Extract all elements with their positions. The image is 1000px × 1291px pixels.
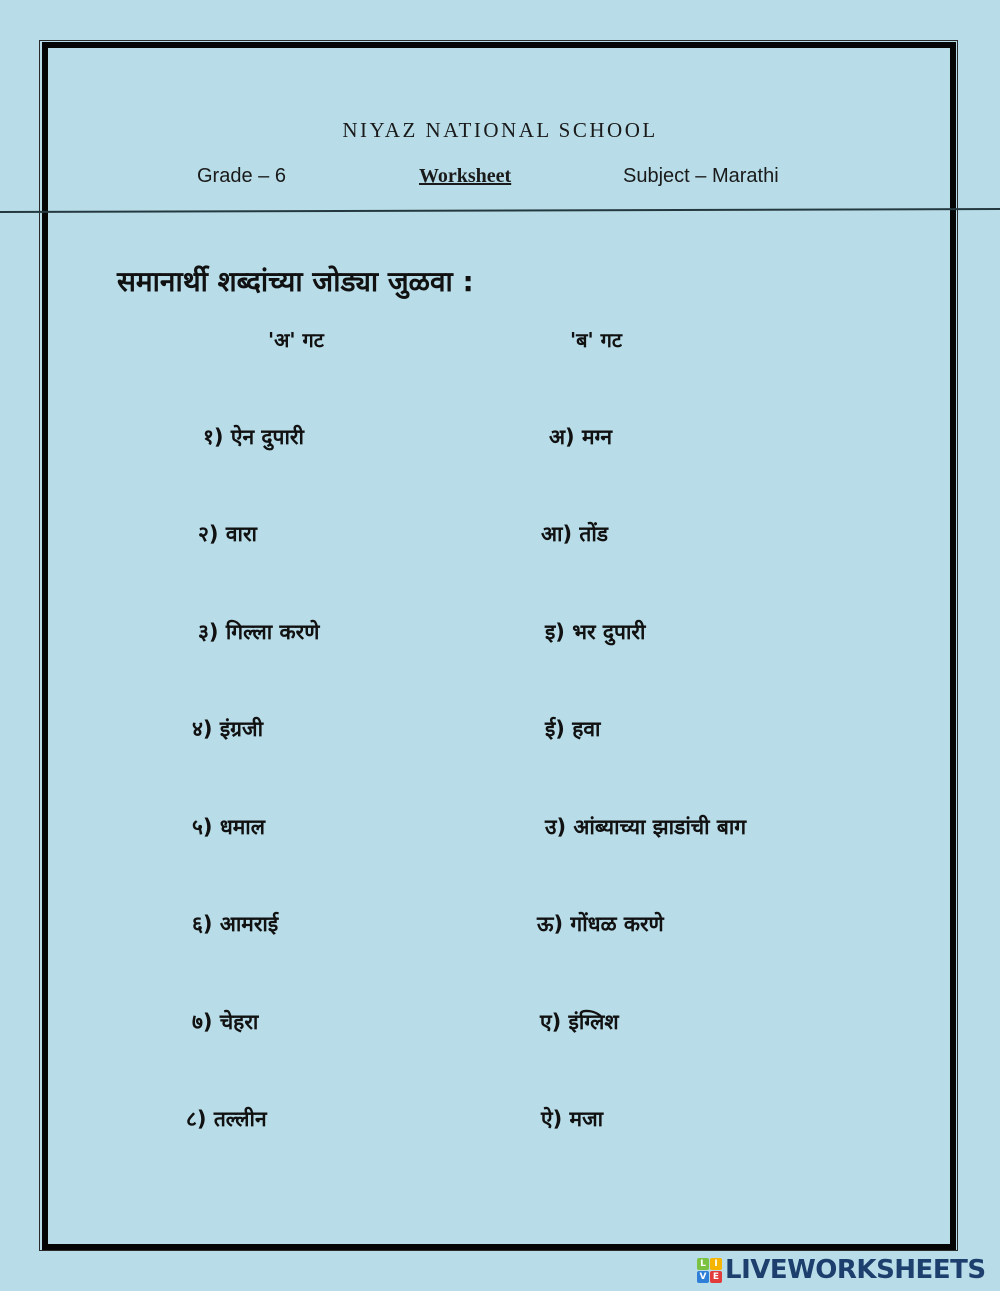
column-a-item-1[interactable]: १) ऐन दुपारी: [203, 425, 304, 449]
column-b-item-3[interactable]: इ) भर दुपारी: [545, 620, 646, 644]
column-a-item-6[interactable]: ६) आमराई: [192, 912, 279, 936]
column-b-item-7[interactable]: ए) इंग्लिश: [540, 1010, 619, 1034]
logo-tile-v: V: [697, 1271, 709, 1283]
logo-tile-i: I: [710, 1258, 722, 1270]
column-b-item-8[interactable]: ऐ) मजा: [541, 1107, 604, 1131]
column-b-item-1[interactable]: अ) मग्न: [549, 425, 613, 449]
column-a-heading: 'अ' गट: [268, 328, 324, 352]
column-b-item-2[interactable]: आ) तोंड: [541, 522, 609, 546]
column-b-item-5[interactable]: उ) आंब्याच्या झाडांची बाग: [545, 815, 747, 839]
worksheet-label: Worksheet: [419, 165, 512, 187]
live-tiles-icon: [697, 1258, 722, 1283]
logo-text: LIVEWORKSHEETS: [725, 1255, 986, 1285]
column-a-item-4[interactable]: ४) इंग्रजी: [192, 717, 264, 741]
grade-label: Grade – 6: [197, 165, 286, 187]
column-a-item-3[interactable]: ३) गिल्ला करणे: [198, 620, 320, 644]
column-b-heading: 'ब' गट: [570, 328, 622, 352]
school-name: NIYAZ NATIONAL SCHOOL: [342, 118, 658, 142]
logo-tile-l: L: [697, 1258, 709, 1270]
page-inner-border: [42, 42, 956, 1250]
logo-tile-e: E: [710, 1271, 722, 1283]
exercise-title: समानार्थी शब्दांच्या जोड्या जुळवा :: [117, 265, 474, 298]
liveworksheets-logo: [697, 1256, 986, 1284]
column-a-item-5[interactable]: ५) धमाल: [192, 815, 265, 839]
column-a-item-8[interactable]: ८) तल्लीन: [186, 1107, 267, 1131]
column-b-item-6[interactable]: ऊ) गोंधळ करणे: [537, 912, 664, 936]
subject-label: Subject – Marathi: [623, 165, 779, 187]
column-a-item-7[interactable]: ७) चेहरा: [192, 1010, 259, 1034]
column-b-item-4[interactable]: ई) हवा: [545, 717, 601, 741]
column-a-item-2[interactable]: २) वारा: [198, 522, 257, 546]
